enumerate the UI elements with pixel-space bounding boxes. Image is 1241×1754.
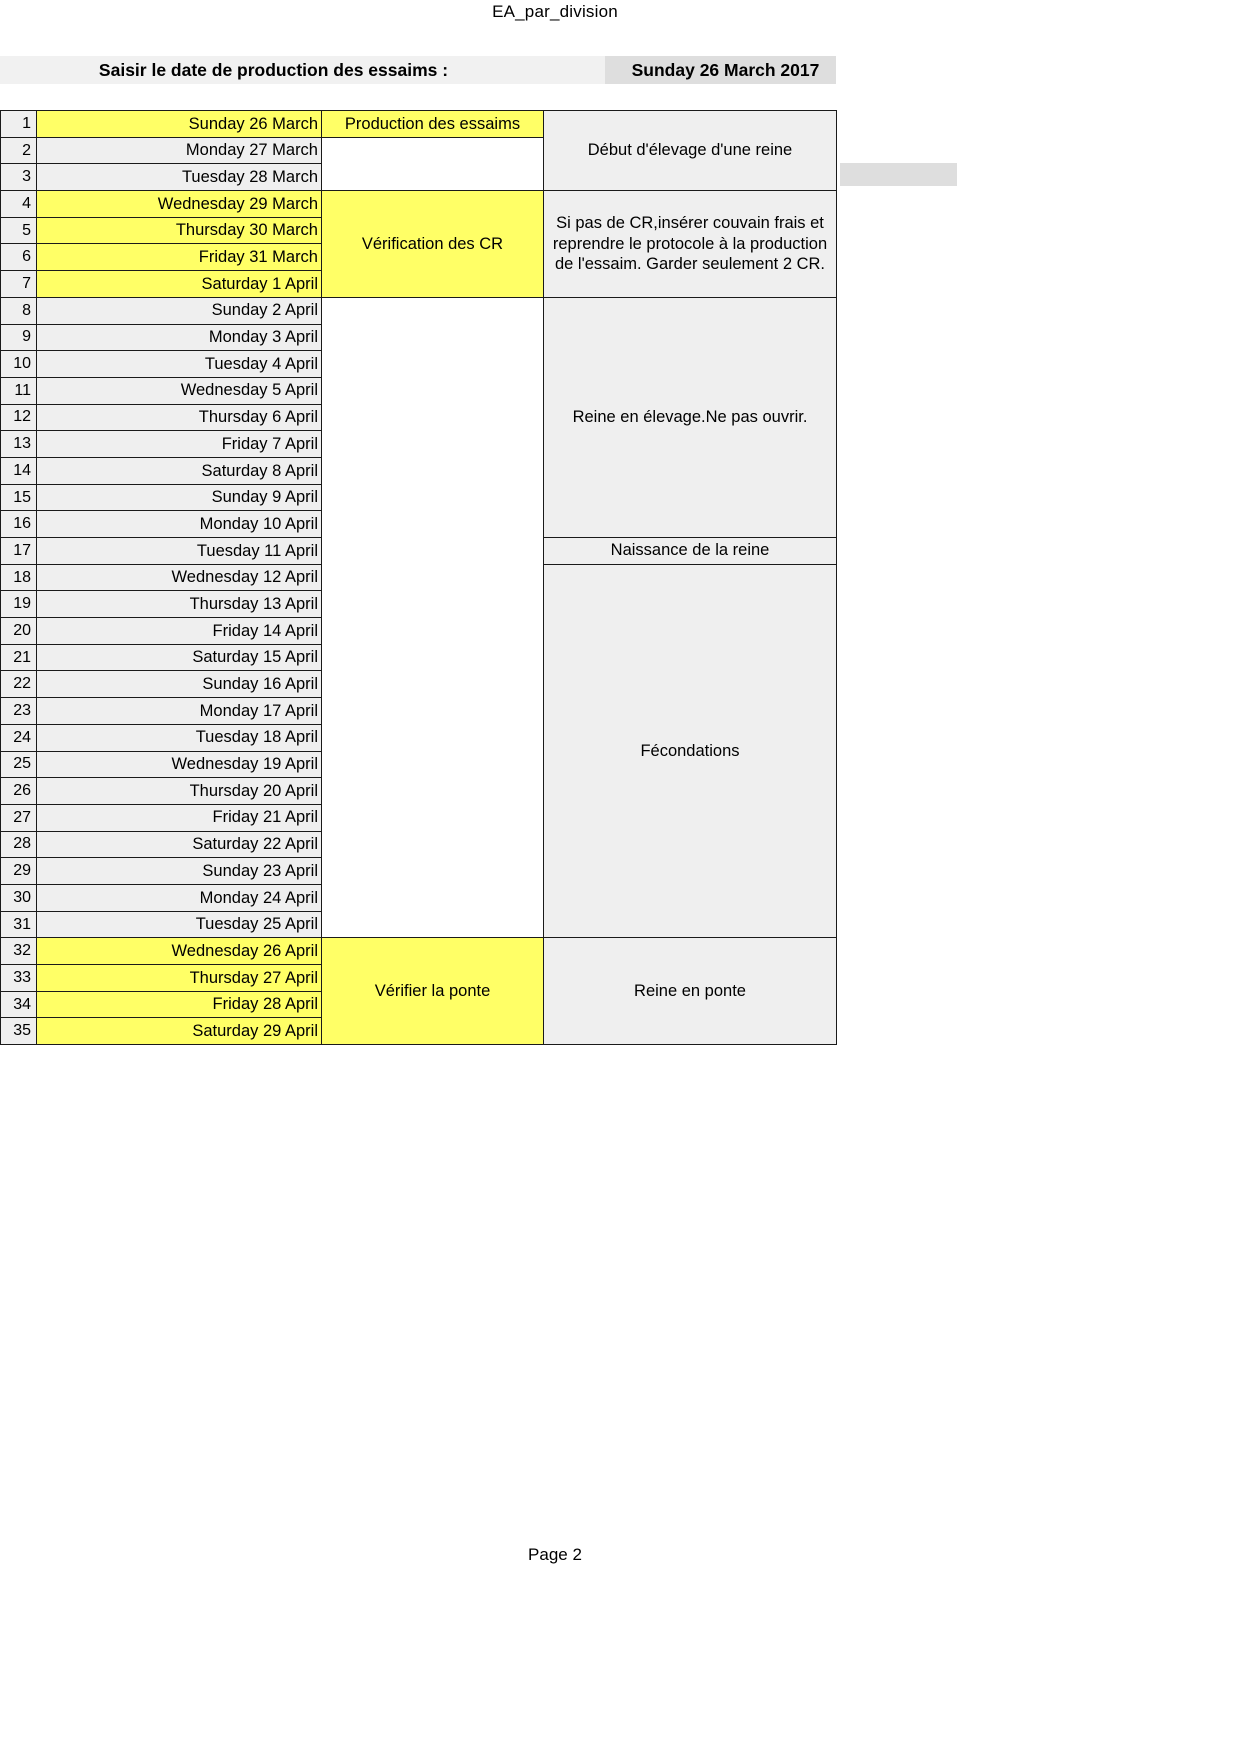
date-cell: Monday 17 April <box>37 698 322 725</box>
row-index-cell: 6 <box>1 244 37 271</box>
row-index-cell: 8 <box>1 297 37 324</box>
date-cell: Thursday 27 April <box>37 965 322 992</box>
date-cell: Monday 24 April <box>37 884 322 911</box>
note-cell: Naissance de la reine <box>544 538 837 565</box>
date-cell: Wednesday 19 April <box>37 751 322 778</box>
row-index-cell: 13 <box>1 431 37 458</box>
date-prompt-label: Saisir le date de production des essaims : <box>0 56 605 84</box>
action-cell <box>322 297 544 938</box>
row-index-cell: 5 <box>1 217 37 244</box>
date-cell: Monday 3 April <box>37 324 322 351</box>
row-index-cell: 2 <box>1 137 37 164</box>
row-index-cell: 18 <box>1 564 37 591</box>
row-index-cell: 35 <box>1 1018 37 1045</box>
date-cell: Sunday 16 April <box>37 671 322 698</box>
action-cell: Vérification des CR <box>322 191 544 298</box>
row-index-cell: 3 <box>1 164 37 191</box>
date-cell: Sunday 26 March <box>37 111 322 138</box>
row-index-cell: 7 <box>1 271 37 298</box>
note-cell: Fécondations <box>544 564 837 938</box>
date-cell: Wednesday 12 April <box>37 564 322 591</box>
date-prompt-band <box>0 56 836 84</box>
row-index-cell: 33 <box>1 965 37 992</box>
date-cell: Sunday 2 April <box>37 297 322 324</box>
row-index-cell: 14 <box>1 457 37 484</box>
date-cell: Monday 27 March <box>37 137 322 164</box>
row-index-cell: 16 <box>1 511 37 538</box>
row-index-cell: 24 <box>1 724 37 751</box>
date-cell: Friday 7 April <box>37 431 322 458</box>
action-cell: Vérifier la ponte <box>322 938 544 1045</box>
grey-filler-block <box>840 163 957 186</box>
date-prompt-value[interactable]: Sunday 26 March 2017 <box>605 56 836 84</box>
date-cell: Thursday 6 April <box>37 404 322 431</box>
table-row <box>1 938 837 965</box>
row-index-cell: 25 <box>1 751 37 778</box>
date-cell: Sunday 9 April <box>37 484 322 511</box>
date-cell: Saturday 29 April <box>37 1018 322 1045</box>
table-row <box>1 297 837 324</box>
note-cell: Début d'élevage d'une reine <box>544 111 837 191</box>
row-index-cell: 32 <box>1 938 37 965</box>
row-index-cell: 10 <box>1 351 37 378</box>
row-index-cell: 30 <box>1 884 37 911</box>
action-cell: Production des essaims <box>322 111 544 138</box>
row-index-cell: 4 <box>1 191 37 218</box>
date-cell: Saturday 1 April <box>37 271 322 298</box>
note-cell: Reine en élevage.Ne pas ouvrir. <box>544 297 837 537</box>
date-cell: Tuesday 18 April <box>37 724 322 751</box>
date-cell: Tuesday 11 April <box>37 538 322 565</box>
date-cell: Tuesday 4 April <box>37 351 322 378</box>
row-index-cell: 27 <box>1 804 37 831</box>
row-index-cell: 21 <box>1 644 37 671</box>
row-index-cell: 19 <box>1 591 37 618</box>
date-cell: Saturday 8 April <box>37 457 322 484</box>
date-cell: Sunday 23 April <box>37 858 322 885</box>
date-cell: Friday 31 March <box>37 244 322 271</box>
schedule-table <box>0 110 837 1045</box>
row-index-cell: 11 <box>1 377 37 404</box>
row-index-cell: 34 <box>1 991 37 1018</box>
date-cell: Monday 10 April <box>37 511 322 538</box>
action-cell <box>322 137 544 190</box>
row-index-cell: 28 <box>1 831 37 858</box>
document-title: EA_par_division <box>492 2 618 21</box>
date-cell: Friday 21 April <box>37 804 322 831</box>
note-cell: Reine en ponte <box>544 938 837 1045</box>
date-cell: Wednesday 26 April <box>37 938 322 965</box>
date-cell: Tuesday 25 April <box>37 911 322 938</box>
row-index-cell: 17 <box>1 538 37 565</box>
row-index-cell: 12 <box>1 404 37 431</box>
date-cell: Friday 14 April <box>37 618 322 645</box>
row-index-cell: 26 <box>1 778 37 805</box>
table-row <box>1 191 837 218</box>
date-cell: Wednesday 5 April <box>37 377 322 404</box>
date-cell: Friday 28 April <box>37 991 322 1018</box>
date-cell: Thursday 13 April <box>37 591 322 618</box>
row-index-cell: 31 <box>1 911 37 938</box>
date-cell: Saturday 22 April <box>37 831 322 858</box>
date-cell: Thursday 30 March <box>37 217 322 244</box>
page-footer: Page 2 <box>528 1545 582 1564</box>
date-cell: Saturday 15 April <box>37 644 322 671</box>
row-index-cell: 22 <box>1 671 37 698</box>
table-row <box>1 111 837 138</box>
note-cell: Si pas de CR,insérer couvain frais et reprendre le protocole à la production de l'essaim. Garder seulement 2 CR. <box>544 191 837 298</box>
date-cell: Wednesday 29 March <box>37 191 322 218</box>
schedule-body <box>1 111 837 1045</box>
row-index-cell: 9 <box>1 324 37 351</box>
row-index-cell: 23 <box>1 698 37 725</box>
row-index-cell: 1 <box>1 111 37 138</box>
row-index-cell: 29 <box>1 858 37 885</box>
date-cell: Thursday 20 April <box>37 778 322 805</box>
date-cell: Tuesday 28 March <box>37 164 322 191</box>
row-index-cell: 15 <box>1 484 37 511</box>
row-index-cell: 20 <box>1 618 37 645</box>
